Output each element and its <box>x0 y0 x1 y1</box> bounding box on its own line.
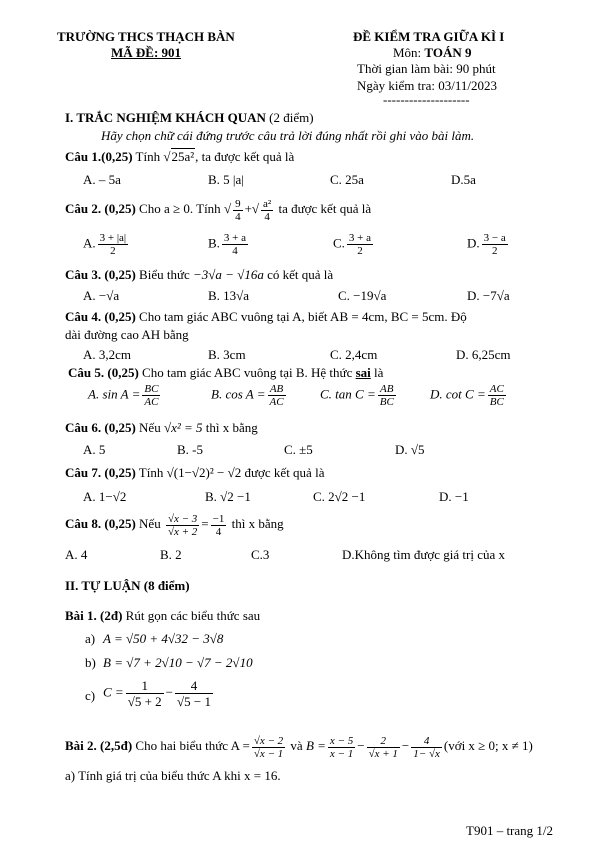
q4-option-b: B. 3cm <box>208 347 246 362</box>
q2-option-a-letter: A. <box>83 235 96 251</box>
q3-option-b: B. 13√a <box>208 288 250 303</box>
q2-frac2-num: a² <box>263 197 272 210</box>
q7-text: Tính <box>135 465 167 480</box>
q6-text: Nếu <box>135 420 164 435</box>
q2-option-a-den: 2 <box>110 245 116 257</box>
bai1-b-label: b) <box>85 655 96 670</box>
bai1-c-frac1 <box>126 678 164 709</box>
q4-stem <box>65 309 467 325</box>
q2-option-c-frac <box>347 232 373 257</box>
bai1-a-label: a) <box>85 631 96 646</box>
bai2-part-a: a) Tính giá trị của biểu thức A khi x = 16. <box>65 768 281 783</box>
q4-label: Câu 4. (0,25) <box>65 309 136 324</box>
q3-label: Câu 3. (0,25) <box>65 267 136 282</box>
q5-sai: sai <box>355 365 371 380</box>
page-footer: T901 – trang 1/2 <box>466 823 554 838</box>
q5-option-b-pre: B. cos A = <box>211 386 266 402</box>
subject-line <box>393 45 472 61</box>
bai1-c-expr <box>103 678 215 709</box>
q8-option-b: B. 2 <box>160 547 182 562</box>
q2-text: Cho a ≥ 0. Tính <box>135 201 224 216</box>
q8-rhs <box>211 513 227 538</box>
q2-option-c-letter: C. <box>333 235 345 251</box>
q2-frac1-den: 4 <box>235 210 241 223</box>
q2-option-c <box>333 232 375 257</box>
q7-option-b: B. √2 −1 <box>205 489 251 504</box>
bai1-stem <box>65 608 260 624</box>
bai1-c-den2: √5 − 1 <box>177 694 211 709</box>
q8-option-a: A. 4 <box>65 547 88 562</box>
bai2-b-num3: 4 <box>411 735 442 748</box>
bai2-b-pre: B = <box>305 738 326 753</box>
q2-option-a <box>83 232 130 257</box>
q1-label: Câu 1.(0,25) <box>65 149 133 164</box>
q2-frac1 <box>233 198 243 223</box>
bai1-c-num1: 1 <box>126 678 164 694</box>
q2-text-end: ta được kết quả là <box>275 201 372 216</box>
q6-option-a: A. 5 <box>83 442 106 457</box>
exam-date: Ngày kiểm tra: 03/11/2023 <box>357 78 497 93</box>
q3-option-d: D. −7√a <box>467 288 510 303</box>
q5-option-b-num: AB <box>268 383 286 396</box>
q7-option-c: C. 2√2 −1 <box>313 489 366 504</box>
q8-frac-num: √x − 3 <box>167 512 198 525</box>
q4-option-a: A. 3,2cm <box>83 347 132 362</box>
q8-text-end: thì x bằng <box>228 516 284 531</box>
q2-option-d-den: 2 <box>491 245 498 257</box>
q5-label: Câu 5. (0,25) <box>68 365 139 380</box>
bai1-c-label: c) <box>85 688 96 703</box>
q3-option-a: A. −√a <box>83 288 120 303</box>
q2-option-d-num: 3 − a <box>483 232 506 244</box>
bai2-a-frac <box>252 735 285 760</box>
bai2-stem: Bài 2. (2,5đ) Cho hai biểu thức A = $\frac{√x - 2}{√x - 1}$ và B = $\frac{x - 5}{x - 1}$ − $\frac{2}{√x + 1}$ − $\frac{4}{1- √x}$ (với x ≥ 0; x ≠ 1) <box>65 734 533 760</box>
q5-option-c-pre: C. tan C = <box>320 386 376 402</box>
q3-option-c: C. −19√a <box>338 288 387 303</box>
q5-option-a-num: BC <box>144 383 159 395</box>
bai1-c-frac2 <box>175 678 213 709</box>
q3-text: Biểu thức <box>135 267 194 282</box>
q5-option-b-frac <box>268 383 286 408</box>
part2-title: II. TỰ LUẬN (8 điểm) <box>65 578 190 593</box>
header-divider: -------------------- <box>383 92 470 107</box>
q2-option-d-letter: D. <box>467 235 480 251</box>
q7-label: Câu 7. (0,25) <box>65 465 136 480</box>
bai2-text: Cho hai biểu thức A = <box>132 738 250 753</box>
q5-option-a-den: AC <box>144 396 159 408</box>
q2-frac1-num: 9 <box>235 197 241 210</box>
q5-option-a <box>88 383 162 408</box>
q1-stem: Câu 1.(0,25) Tính √25a², ta được kết quả là <box>65 149 295 164</box>
q2-option-a-frac <box>98 232 129 257</box>
exam-title: ĐỀ KIỂM TRA GIỮA KÌ I <box>353 29 505 44</box>
q8-rhs-num: −1 <box>212 512 225 525</box>
bai2-label: Bài 2. (2,5đ) <box>65 738 133 753</box>
q2-option-b-letter: B. <box>208 235 220 251</box>
part1-instruction: Hãy chọn chữ cái đứng trước câu trả lời đúng nhất rồi ghi vào bài làm. <box>101 128 475 143</box>
q6-text-end: thì x bằng <box>202 420 258 435</box>
q7-stem <box>65 465 324 481</box>
q2-stem: Câu 2. (0,25) Cho a ≥ 0. Tính √ $\frac{9}{4}$ +√ $\frac{\text{a²}}{4}$ ta được kết quả là <box>65 197 372 223</box>
q5-option-d-frac <box>488 383 506 408</box>
q2-option-c-den: 2 <box>357 245 363 257</box>
q5-option-a-pre: A. sin A = <box>88 386 141 402</box>
q8-text: Nếu <box>135 516 164 531</box>
school-name: TRƯỜNG THCS THẠCH BÀN <box>57 29 235 44</box>
bai2-b-num1: x − 5 <box>329 734 354 747</box>
q1-option-a: A. – 5a <box>83 172 121 187</box>
q8-eq: = <box>201 516 209 531</box>
part1-heading <box>65 110 314 126</box>
bai1-a-expr: A = √50 + 4√32 − 3√8 <box>103 631 224 646</box>
q2-option-b <box>208 232 250 257</box>
q2-option-a-num: 3 + |a| <box>99 232 127 244</box>
q2-option-b-num: 3 + a <box>223 232 247 244</box>
q5-option-c-num: AB <box>378 383 396 396</box>
q2-option-b-den: 4 <box>232 245 238 257</box>
q1-text-end: , ta được kết quả là <box>195 149 295 164</box>
q3-expr: −3√a − √16a <box>193 267 264 282</box>
q2-label: Câu 2. (0,25) <box>65 201 136 216</box>
bai2-b-frac3 <box>411 735 442 760</box>
bai2-b-den2: √x + 1 <box>368 747 398 760</box>
q6-option-d: D. √5 <box>395 442 425 457</box>
q1-expr: 25a² <box>171 149 195 164</box>
q6-option-b: B. -5 <box>177 442 203 457</box>
q3-text-end: có kết quả là <box>263 267 334 282</box>
bai2-b-frac2 <box>367 735 400 760</box>
q5-option-c <box>320 383 398 408</box>
q5-option-d <box>430 383 508 408</box>
q5-option-a-frac <box>142 383 160 408</box>
q5-stem <box>68 365 383 381</box>
bai1-text: Rút gọn các biểu thức sau <box>122 608 261 623</box>
duration: Thời gian làm bài: 90 phút <box>357 61 496 76</box>
q8-label: Câu 8. (0,25) <box>65 516 136 531</box>
bai2-b-num2: 2 <box>367 735 400 748</box>
q2-option-d <box>467 232 510 257</box>
subject: TOÁN 9 <box>424 45 472 60</box>
q6-stem <box>65 420 258 436</box>
bai2-va: và <box>290 738 303 753</box>
q7-text-end: được kết quả là <box>241 465 325 480</box>
q8-option-c: C.3 <box>251 547 270 562</box>
q5-option-d-den: BC <box>489 396 504 408</box>
q4-option-d: D. 6,25cm <box>456 347 511 362</box>
bai1-c-num2: 4 <box>175 678 213 694</box>
q6-expr: √x² = 5 <box>163 420 203 435</box>
bai2-condition: (với x ≥ 0; x ≠ 1) <box>443 738 533 753</box>
q6-option-c: C. ±5 <box>284 442 313 457</box>
bai1-label: Bài 1. (2đ) <box>65 608 123 623</box>
q6-label: Câu 6. (0,25) <box>65 420 136 435</box>
bai1-c-den1: √5 + 2 <box>127 694 162 709</box>
q5-option-b-den: AC <box>269 396 284 408</box>
q8-frac-den: √x + 2 <box>167 525 198 538</box>
q7-option-d: D. −1 <box>439 489 469 504</box>
q5-option-c-den: BC <box>379 396 394 408</box>
q3-stem <box>65 267 333 283</box>
q1-option-d: D.5a <box>451 172 476 187</box>
bai2-b-den3: 1− √x <box>413 747 440 760</box>
q2-frac2 <box>261 198 273 223</box>
q5-option-d-num: AC <box>489 383 504 395</box>
q1-text: Tính <box>132 149 164 164</box>
q2-option-c-num: 3 + a <box>348 232 372 244</box>
q5-text: Cho tam giác ABC vuông tại B. Hệ thức <box>138 365 356 380</box>
bai2-a-num: √x − 2 <box>253 734 284 747</box>
q8-frac <box>166 513 199 538</box>
bai2-a-den: √x − 1 <box>253 747 284 760</box>
bai1-b-expr: B = √7 + 2√10 − √7 − 2√10 <box>103 655 253 670</box>
part1-points: (2 điểm) <box>265 110 314 125</box>
exam-code: MÃ ĐỀ: 901 <box>111 45 182 60</box>
q2-option-d-frac <box>482 232 508 257</box>
q7-expr: √(1−√2)² − √2 <box>166 465 242 480</box>
bai2-b-frac1 <box>328 735 355 760</box>
part1-title: I. TRẮC NGHIỆM KHÁCH QUAN <box>65 110 266 125</box>
q5-option-b <box>211 383 288 408</box>
q5-text-end: là <box>370 365 384 380</box>
q4-text: Cho tam giác ABC vuông tại A, biết AB = 4cm, BC = 5cm. Độ <box>135 309 467 324</box>
q2-frac2-den: 4 <box>264 210 270 223</box>
q2-option-b-frac <box>222 232 248 257</box>
q8-rhs-den: 4 <box>215 525 222 538</box>
q1-option-b: B. 5 |a| <box>208 172 244 187</box>
q8-option-d: D.Không tìm được giá trị của x <box>342 547 506 562</box>
q5-option-c-frac <box>378 383 396 408</box>
q4-option-c: C. 2,4cm <box>330 347 378 362</box>
q8-stem <box>65 510 284 538</box>
q1-option-c: C. 25a <box>330 172 364 187</box>
bai1-c-minus: − <box>165 684 174 700</box>
q4-stem-cont: dài đường cao AH bằng <box>65 327 189 342</box>
subject-label: Môn: <box>393 45 425 60</box>
bai2-b-den1: x − 1 <box>329 747 354 760</box>
q7-option-a: A. 1−√2 <box>83 489 127 504</box>
q5-option-d-pre: D. cot C = <box>430 386 486 402</box>
bai1-c-pre: C = <box>103 684 124 700</box>
